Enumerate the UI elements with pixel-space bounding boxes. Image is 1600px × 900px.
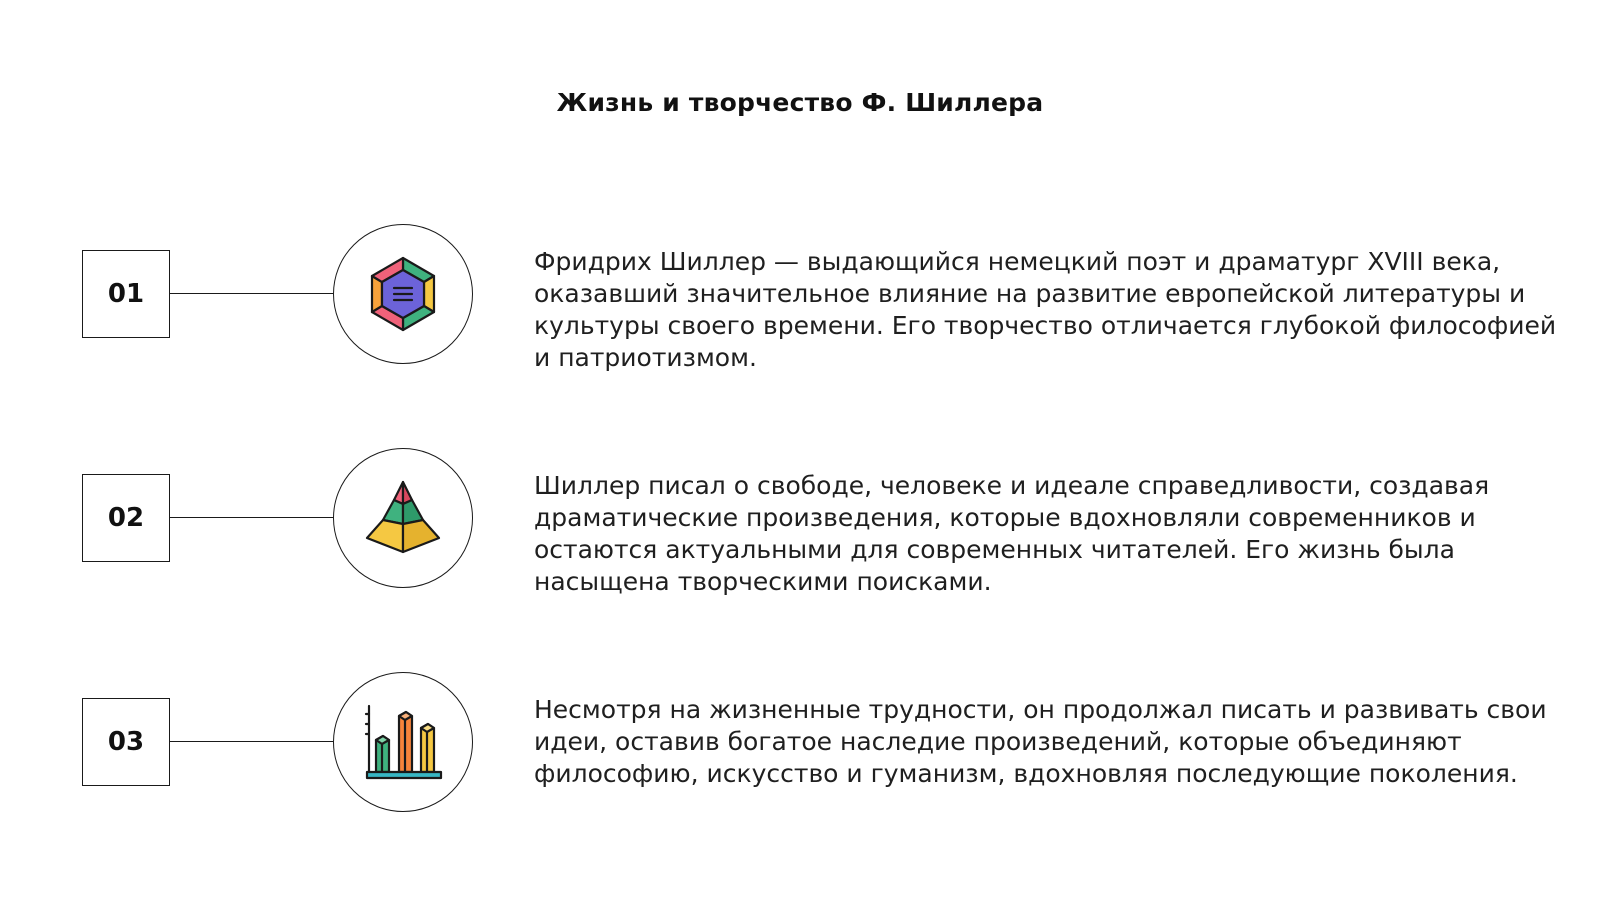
- step-number-box: 03: [82, 698, 170, 786]
- step-text: Шиллер писал о свободе, человеке и идеале справедливости, создавая драматические произведения, которые вдохновляли современников и остаются актуальными для современных читателей. Его жизнь была насыщена творческими поисками.: [534, 471, 1490, 596]
- icon-circle: [333, 448, 473, 588]
- slide-title: Жизнь и творчество Ф. Шиллера: [556, 88, 1044, 117]
- connector-line: [170, 293, 333, 294]
- hexagon-icon: [361, 252, 445, 336]
- pyramid-icon: [361, 476, 445, 560]
- step-row-3: [0, 672, 1600, 812]
- step-number-box: 02: [82, 474, 170, 562]
- step-row-2: [0, 448, 1600, 596]
- step-number-box: 01: [82, 250, 170, 338]
- step-row-1: [0, 224, 1600, 372]
- icon-circle: [333, 672, 473, 812]
- icon-circle: [333, 224, 473, 364]
- bar-chart-icon: [361, 700, 445, 784]
- connector-line: [170, 741, 333, 742]
- connector-line: [170, 517, 333, 518]
- step-text: Фридрих Шиллер — выдающийся немецкий поэт и драматург XVIII века, оказавший значительное влияние на развитие европейской литературы и культуры своего времени. Его творчество отличается глубокой философией и патриотизмом.: [534, 247, 1557, 372]
- step-text: Несмотря на жизненные трудности, он продолжал писать и развивать свои идеи, оставив богатое наследие произведений, которые объединяют философию, искусство и гуманизм, вдохновляя последующие поколения.: [534, 695, 1547, 788]
